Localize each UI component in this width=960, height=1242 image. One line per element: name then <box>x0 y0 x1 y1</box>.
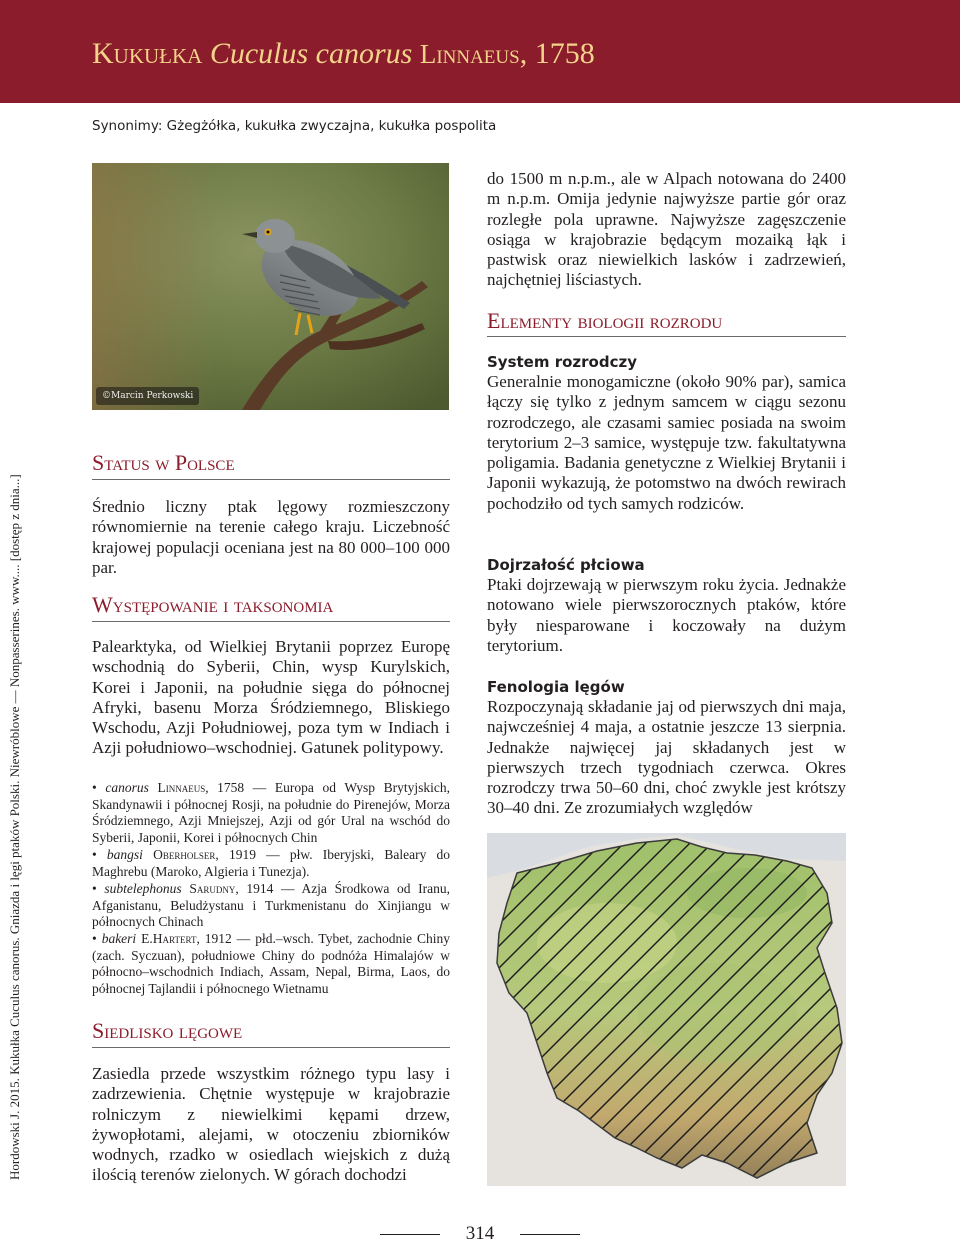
subspecies-author: E.Hartert <box>141 931 197 946</box>
breeding-system-text: Generalnie monogamiczne (około 90% par), samica łączy się tylko z jednym samcem w ciągu sezonu rozrodczego, ale czasami samiec posiada na swoim terytorium 2–3 samice, występuje tzw. fakultatywna poligamia. Badania genetyczne z Wielkiej Brytanii i Japonii wykazują, że potomstwo na dwóch rewirach pochodziło od tych samych rodziców. <box>487 372 846 513</box>
phenology-text: Rozpoczynają składanie jaj od pierwszych dni maja, najwcześniej 4 maja, a ostatnie jeszcze 13 sierpnia. Jednakże najwięcej jaj składanych jest w pierwszych trzech tygodniach czerwca. Okres rozrodczy trwa 50–60 dni, choć zwykle jest krótszy 30–40 dni. Ze zrozumiałych względów <box>487 697 846 818</box>
distribution-heading: Występowanie i taksonomia <box>92 592 334 617</box>
title-bar <box>0 0 960 103</box>
distribution-map <box>487 833 846 1186</box>
subspecies-item: • canorus Linnaeus, 1758 — Europa od Wysp Brytyjskich, Skandynawii i północnej Rosji, na południe do Pirenejów, Morza Śródziemnego, Azji Mniejszej, Azji od gór Ural na wschód do Syberii, Japonii, Korei i północnych Chin <box>92 780 450 845</box>
maturity-text: Ptaki dojrzewają w pierwszym roku życia. Jednakże notowano wiele pierwszorocznych ptaków, które były niesparowane i koczowały na dużym terytorium. <box>487 575 846 655</box>
cuckoo-photo <box>92 163 449 410</box>
species-title <box>92 30 595 78</box>
synonyms: Synonimy: Gżegżółka, kukułka zwyczajna, kukułka pospolita <box>92 118 497 134</box>
subspecies-detail: , 1919 — płw. Iberyjski, Baleary do Maghrebu (Maroko, Algieria i Tunezja). <box>92 847 451 879</box>
genus-name: Kukułka <box>92 37 203 70</box>
subspecies-name: bangsi <box>106 847 143 862</box>
status-rule <box>92 479 450 480</box>
habitat-rule <box>92 1047 450 1048</box>
distribution-text: Palearktyka, od Wielkiej Brytanii poprzez Europę wschodnią do Syberii, Chin, wysp Kurylskich, Korei i Japonii, na południe sięga do północnej Afryki, basenu Morza Śródziemnego, Bliskiego Wschodu, Azji Południowej, poza tym w Indiach i Azji południowo–wschodniej. Gatunek politypowy. <box>92 637 450 758</box>
latin-name: Cuculus canorus <box>209 37 413 70</box>
distribution-rule <box>92 621 450 622</box>
subspecies-name: canorus <box>105 780 149 795</box>
status-text: Średnio liczny ptak lęgowy rozmieszczony równomiernie na terenie całego kraju. Liczebność krajowej populacji oceniana jest na 80 000–100 000 par. <box>92 497 450 577</box>
subspecies-detail: , 1912 — płd.–wsch. Tybet, zachodnie Chiny (zach. Syczuan), południowe Chiny do podnóża Himalajów w północno–wschodnich Indiach, Assam, Nepal, Birma, Laos, do północnej Tajlandii i północnego Wietnamu <box>92 931 450 996</box>
maturity-title: Dojrzałość płciowa <box>487 556 645 574</box>
phenology-title: Fenologia lęgów <box>487 678 625 696</box>
subspecies-item: • subtelephonus Sarudny, 1914 — Azja Środkowa od Iranu, Afganistanu, Beludżystanu i Turkmenistanu do Xinjiangu w północnych Chinach <box>92 881 451 929</box>
breeding-system-title: System rozrodczy <box>487 353 637 371</box>
footer-rule-left <box>380 1234 440 1235</box>
subspecies-name: subtelephonus <box>104 881 182 896</box>
habitat-text: Zasiedla przede wszystkim różnego typu lasy i zadrzewienia. Chętnie występuje w krajobrazie rolniczym z niewielkimi kępami drzew, żywopłotami, alejami, w otoczeniu zbiorników wodnych, rzadko w osiedlach wiejskich z dużą ilością terenów zielonych. W górach dochodzi <box>92 1064 450 1185</box>
subspecies-author: Sarudny <box>189 881 236 896</box>
side-citation: Hordowski J. 2015. Kukułka Cuculus canorus. Gniazda i lęgi ptaków Polski. Niewróblowe — Nonpasserines. www.... [dostęp z dnia...] <box>7 474 22 1180</box>
subspecies-detail: , 1758 — Europa od Wysp Brytyjskich, Skandynawii i północnej Rosji, na południe do Pirenejów, Morza Śródziemnego, Azji Mniejszej, Azji od gór Ural na wschód do Syberii, Japonii, Korei i północnych Chin <box>92 780 450 845</box>
status-heading: Status w Polsce <box>92 450 235 475</box>
subspecies-item: • bangsi Oberholser, 1919 — płw. Iberyjski, Baleary do Maghrebu (Maroko, Algieria i Tunezja). <box>92 847 451 879</box>
subspecies-author: Oberholser <box>153 847 216 862</box>
breeding-heading: Elementy biologii rozrodu <box>487 308 723 333</box>
species-year: , 1758 <box>519 37 595 70</box>
habitat-heading: Siedlisko lęgowe <box>92 1018 243 1043</box>
photo-credit: ©Marcin Perkowski <box>96 387 199 405</box>
habitat-text-continued: do 1500 m n.p.m., ale w Alpach notowana do 2400 m n.p.m. Omija jedynie najwyższe partie gór oraz rozległe pola uprawne. Najwyższe zagęszczenie osiąga w krajobrazie będącym mozaiką łąk i pastwisk oraz niewielkich lasków i zadrzewień, najchętniej liściastych. <box>487 169 846 290</box>
species-author: Linnaeus <box>419 39 520 69</box>
subspecies-author: Linnaeus <box>157 780 206 795</box>
subspecies-detail: , 1914 — Azja Środkowa od Iranu, Afganistanu, Beludżystanu i Turkmenistanu do Xinjiangu w północnych Chinach <box>92 881 451 929</box>
subspecies-name: bakeri <box>101 931 137 946</box>
page-number: 314 <box>465 1223 495 1242</box>
breeding-rule <box>487 336 846 337</box>
subspecies-item: • bakeri E.Hartert, 1912 — płd.–wsch. Tybet, zachodnie Chiny (zach. Syczuan), południowe Chiny do podnóża Himalajów w północno–wschodnich Indiach, Assam, Nepal, Birma, Laos, do północnej Tajlandii i północnego Wietnamu <box>92 931 450 996</box>
footer-rule-right <box>520 1234 580 1235</box>
